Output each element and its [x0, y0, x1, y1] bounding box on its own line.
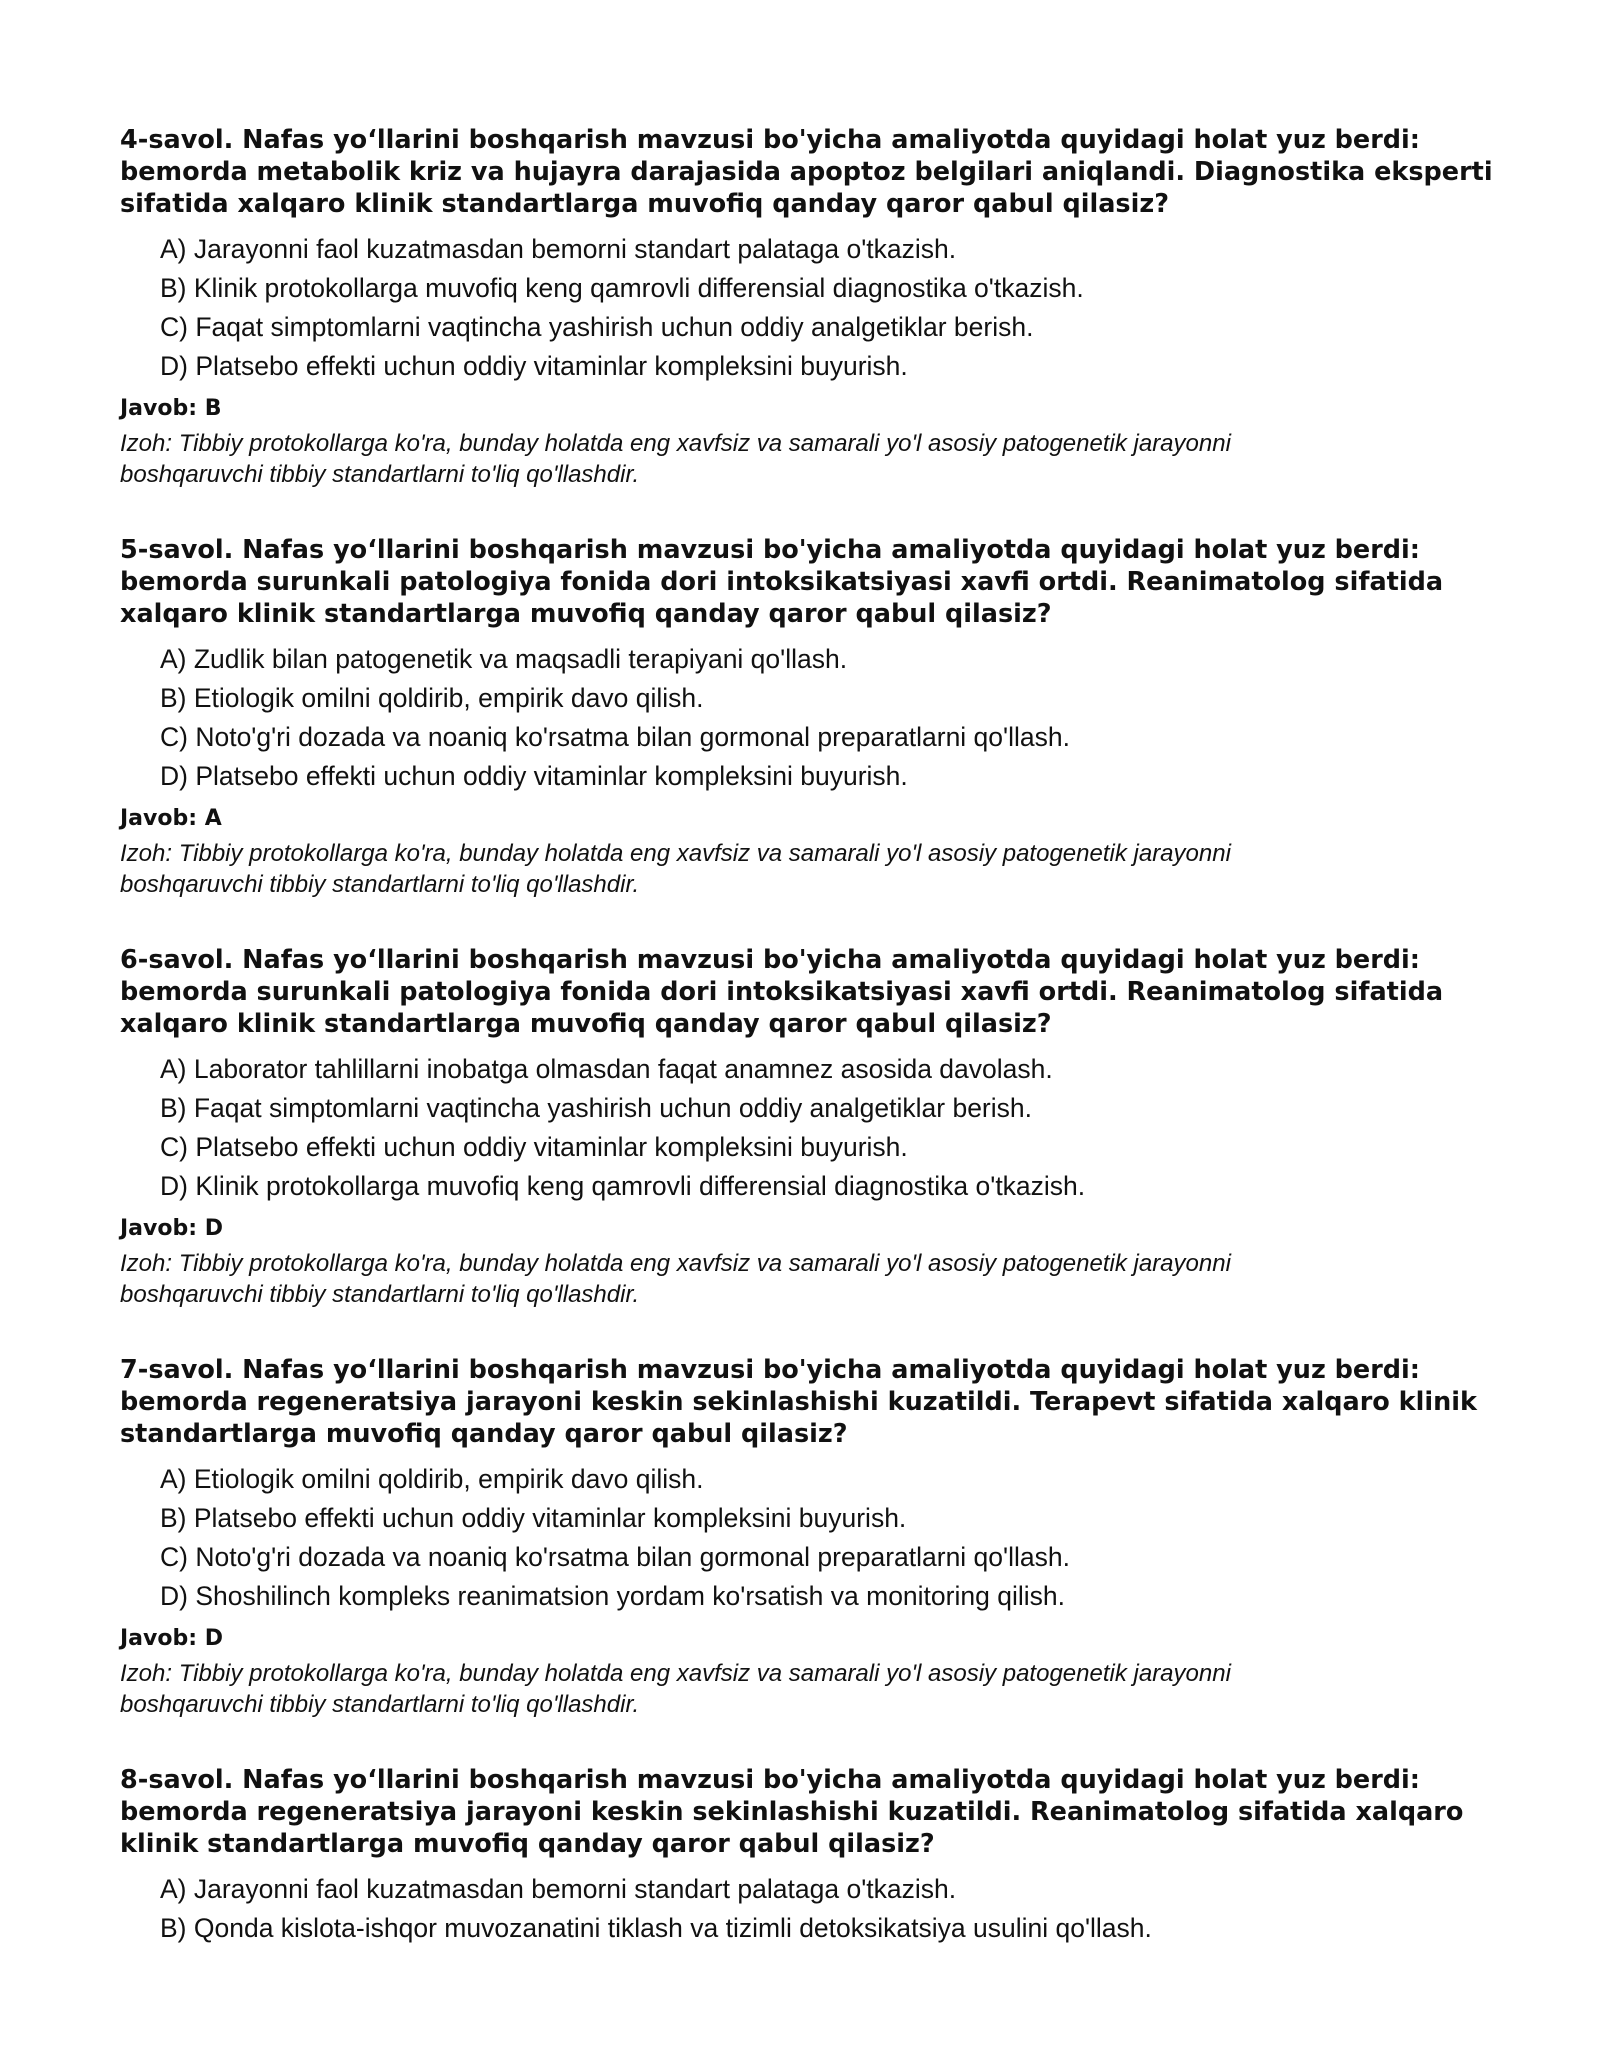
answer-label: Javob: B: [120, 396, 222, 421]
question-block: [120, 124, 1500, 490]
option-b: B) Faqat simptomlarni vaqtincha yashirish uchun oddiy analgetiklar berish.: [160, 1093, 1032, 1123]
option-b: B) Platsebo effekti uchun oddiy vitaminlar kompleksini buyurish.: [160, 1503, 907, 1533]
option-d: D) Platsebo effekti uchun oddiy vitaminlar kompleksini buyurish.: [160, 351, 908, 381]
option-a: A) Jarayonni faol kuzatmasdan bemorni standart palataga o'tkazish.: [160, 1874, 957, 1904]
explanation-text: Izoh: Tibbiy protokollarga ko'ra, bunday holatda eng xavfsiz va samarali yo'l asosiy patogenetik jarayonni boshqaruvchi tibbiy standartlarni to'liq qo'llashdir.: [120, 840, 1231, 898]
explanation-text: Izoh: Tibbiy protokollarga ko'ra, bunday holatda eng xavfsiz va samarali yo'l asosiy patogenetik jarayonni boshqaruvchi tibbiy standartlarni to'liq qo'llashdir.: [120, 1660, 1231, 1718]
answer-label: Javob: D: [120, 1216, 223, 1241]
options-list: [120, 640, 1500, 796]
option-b: B) Qonda kislota-ishqor muvozanatini tiklash va tizimli detoksikatsiya usulini qo'llash.: [160, 1913, 1152, 1943]
option-c: C) Faqat simptomlarni vaqtincha yashirish uchun oddiy analgetiklar berish.: [160, 312, 1034, 342]
answer-label: Javob: A: [120, 806, 222, 831]
question-block: [120, 1764, 1500, 1948]
option-b: B) Etiologik omilni qoldirib, empirik davo qilish.: [160, 683, 704, 713]
options-list: [120, 1460, 1500, 1616]
option-d: D) Klinik protokollarga muvofiq keng qamrovli differensial diagnostika o'tkazish.: [160, 1171, 1086, 1201]
answer-label: Javob: D: [120, 1626, 223, 1651]
explanation-text: Izoh: Tibbiy protokollarga ko'ra, bunday holatda eng xavfsiz va samarali yo'l asosiy patogenetik jarayonni boshqaruvchi tibbiy standartlarni to'liq qo'llashdir.: [120, 1250, 1231, 1308]
options-list: [120, 1050, 1500, 1206]
options-list: [120, 1870, 1500, 1948]
document-page: [120, 124, 1500, 1992]
question-title: 4-savol. Nafas yo‘llarini boshqarish mavzusi bo'yicha amaliyotda quyidagi holat yuz berdi: bemorda metabolik kriz va hujayra darajasida apoptoz belgilari aniqlandi. Diagnostika eksperti sifatida xalqaro klinik standartlarga muvofiq qanday qaror qabul qilasiz?: [120, 125, 1493, 219]
option-a: A) Jarayonni faol kuzatmasdan bemorni standart palataga o'tkazish.: [160, 234, 957, 264]
options-list: [120, 230, 1500, 386]
option-c: C) Noto'g'ri dozada va noaniq ko'rsatma bilan gormonal preparatlarni qo'llash.: [160, 722, 1070, 752]
option-d: D) Shoshilinch kompleks reanimatsion yordam ko'rsatish va monitoring qilish.: [160, 1581, 1065, 1611]
option-a: A) Etiologik omilni qoldirib, empirik davo qilish.: [160, 1464, 704, 1494]
question-title: 7-savol. Nafas yo‘llarini boshqarish mavzusi bo'yicha amaliyotda quyidagi holat yuz berdi: bemorda regeneratsiya jarayoni keskin sekinlashishi kuzatildi. Terapevt sifatida xalqaro klinik standartlarga muvofiq qanday qaror qabul qilasiz?: [120, 1355, 1477, 1449]
question-block: [120, 1354, 1500, 1720]
question-block: [120, 534, 1500, 900]
option-d: D) Platsebo effekti uchun oddiy vitaminlar kompleksini buyurish.: [160, 761, 908, 791]
question-title: 8-savol. Nafas yo‘llarini boshqarish mavzusi bo'yicha amaliyotda quyidagi holat yuz berdi: bemorda regeneratsiya jarayoni keskin sekinlashishi kuzatildi. Reanimatolog sifatida xalqaro klinik standartlarga muvofiq qanday qaror qabul qilasiz?: [120, 1765, 1464, 1859]
option-a: A) Laborator tahlillarni inobatga olmasdan faqat anamnez asosida davolash.: [160, 1054, 1053, 1084]
option-a: A) Zudlik bilan patogenetik va maqsadli terapiyani qo'llash.: [160, 644, 848, 674]
question-block: [120, 944, 1500, 1310]
option-c: C) Platsebo effekti uchun oddiy vitaminlar kompleksini buyurish.: [160, 1132, 908, 1162]
explanation-text: Izoh: Tibbiy protokollarga ko'ra, bunday holatda eng xavfsiz va samarali yo'l asosiy patogenetik jarayonni boshqaruvchi tibbiy standartlarni to'liq qo'llashdir.: [120, 430, 1231, 488]
question-title: 5-savol. Nafas yo‘llarini boshqarish mavzusi bo'yicha amaliyotda quyidagi holat yuz berdi: bemorda surunkali patologiya fonida dori intoksikatsiyasi xavfi ortdi. Reanimatolog sifatida xalqaro klinik standartlarga muvofiq qanday qaror qabul qilasiz?: [120, 535, 1444, 629]
option-c: C) Noto'g'ri dozada va noaniq ko'rsatma bilan gormonal preparatlarni qo'llash.: [160, 1542, 1070, 1572]
question-title: 6-savol. Nafas yo‘llarini boshqarish mavzusi bo'yicha amaliyotda quyidagi holat yuz berdi: bemorda surunkali patologiya fonida dori intoksikatsiyasi xavfi ortdi. Reanimatolog sifatida xalqaro klinik standartlarga muvofiq qanday qaror qabul qilasiz?: [120, 945, 1444, 1039]
option-b: B) Klinik protokollarga muvofiq keng qamrovli differensial diagnostika o'tkazish.: [160, 273, 1084, 303]
